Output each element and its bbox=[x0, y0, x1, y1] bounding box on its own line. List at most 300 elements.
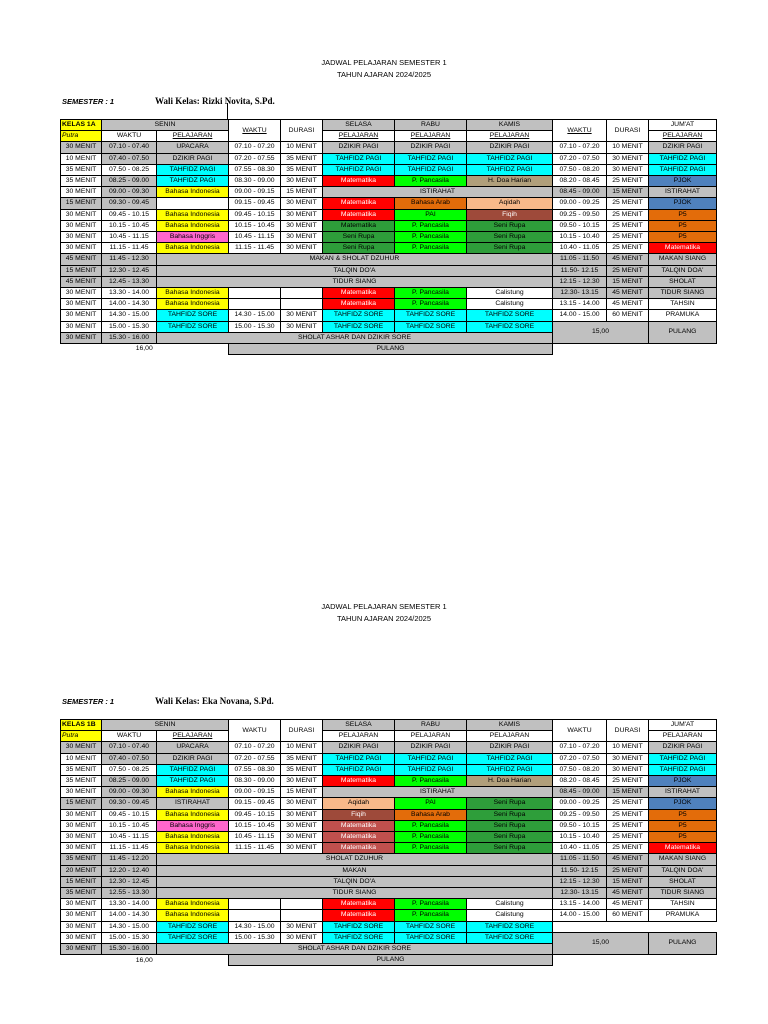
schedule-cell: 35 MENIT bbox=[61, 776, 102, 787]
schedule-cell: TAHFIDZ SORE bbox=[157, 932, 229, 943]
duration-header: DURASI bbox=[281, 120, 323, 142]
schedule-cell: Bahasa Indonesia bbox=[157, 787, 229, 798]
table-row bbox=[61, 921, 717, 932]
schedule-cell: TIDUR SIANG bbox=[649, 288, 717, 299]
table-row bbox=[61, 164, 717, 175]
schedule-cell: TAHFIDZ SORE bbox=[323, 310, 395, 321]
schedule-cell: 35 MENIT bbox=[61, 764, 102, 775]
schedule-cell: TAHFIDZ PAGI bbox=[467, 753, 553, 764]
schedule-cell: Seni Rupa bbox=[323, 243, 395, 254]
schedule-cell bbox=[229, 288, 281, 299]
schedule-cell: 10.15 - 10.45 bbox=[102, 220, 157, 231]
schedule-cell: 30 MENIT bbox=[61, 820, 102, 831]
schedule-cell: TAHFIDZ PAGI bbox=[395, 753, 467, 764]
schedule-cell: SHOLAT ASHAR DAN DZIKIR SORE bbox=[157, 944, 553, 955]
time-header: WAKTU bbox=[229, 720, 281, 742]
schedule-cell: TAHSIN bbox=[649, 299, 717, 310]
schedule-cell: Bahasa Indonesia bbox=[157, 187, 229, 198]
schedule-cell: 30 MENIT bbox=[61, 332, 102, 343]
schedule-cell: 35 MENIT bbox=[281, 753, 323, 764]
schedule-cell: 07.55 - 08.30 bbox=[229, 164, 281, 175]
schedule-cell bbox=[157, 198, 229, 209]
schedule-cell: 30 MENIT bbox=[607, 164, 649, 175]
schedule-cell: DZIKIR PAGI bbox=[157, 753, 229, 764]
schedule-cell: 15 MENIT bbox=[607, 276, 649, 287]
schedule-cell: 30 MENIT bbox=[281, 843, 323, 854]
table-row bbox=[61, 843, 717, 854]
schedule-cell: Seni Rupa bbox=[467, 809, 553, 820]
schedule-cell: 07.50 - 08.25 bbox=[102, 764, 157, 775]
schedule-cell: P5 bbox=[649, 232, 717, 243]
schedule-cell: 30 MENIT bbox=[281, 798, 323, 809]
schedule-cell: MAKAN bbox=[157, 865, 553, 876]
table-row bbox=[61, 932, 717, 943]
schedule-cell: 30 MENIT bbox=[281, 832, 323, 843]
schedule-cell: 09.50 - 10.15 bbox=[553, 220, 607, 231]
table-row bbox=[61, 254, 717, 265]
schedule-cell: Seni Rupa bbox=[467, 820, 553, 831]
schedule-cell: MAKAN & SHOLAT DZUHUR bbox=[157, 254, 553, 265]
schedule-cell: 14.30 - 15.00 bbox=[229, 921, 281, 932]
schedule-cell: Matematika bbox=[323, 288, 395, 299]
schedule-cell: 25 MENIT bbox=[607, 265, 649, 276]
schedule-cell: 25 MENIT bbox=[607, 209, 649, 220]
schedule-cell: P. Pancasila bbox=[395, 832, 467, 843]
schedule-cell: 30 MENIT bbox=[281, 220, 323, 231]
schedule-cell: 35 MENIT bbox=[61, 164, 102, 175]
schedule-cell: TAHFIDZ SORE bbox=[395, 321, 467, 332]
schedule-year-2: TAHUN AJARAN 2024/2025 bbox=[336, 614, 432, 623]
schedule-cell: 60 MENIT bbox=[607, 910, 649, 921]
schedule-cell: SHOLAT bbox=[649, 876, 717, 887]
schedule-cell: 25 MENIT bbox=[607, 176, 649, 187]
schedule-cell: Bahasa Arab bbox=[395, 809, 467, 820]
table-row bbox=[61, 865, 717, 876]
schedule-cell: UPACARA bbox=[157, 142, 229, 153]
table-row bbox=[61, 176, 717, 187]
schedule-cell: PAI bbox=[395, 209, 467, 220]
schedule-cell: Bahasa Indonesia bbox=[157, 843, 229, 854]
table-row bbox=[61, 820, 717, 831]
schedule-cell: 20 MENIT bbox=[61, 865, 102, 876]
schedule-cell: 08.30 - 09.00 bbox=[229, 776, 281, 787]
schedule-cell: 10 MENIT bbox=[281, 742, 323, 753]
schedule-cell: 15.00 - 15.30 bbox=[229, 932, 281, 943]
schedule-cell: ISTIRAHAT bbox=[323, 787, 553, 798]
schedule-cell: P. Pancasila bbox=[395, 176, 467, 187]
schedule-cell: 35 MENIT bbox=[61, 176, 102, 187]
schedule-cell bbox=[229, 899, 281, 910]
schedule-cell: 10.40 - 11.05 bbox=[553, 843, 607, 854]
schedule-cell: Seni Rupa bbox=[467, 843, 553, 854]
schedule-cell: 12.30- 13.15 bbox=[553, 888, 607, 899]
schedule-cell: TAHFIDZ PAGI bbox=[157, 764, 229, 775]
schedule-cell: 12.30 - 12.45 bbox=[102, 265, 157, 276]
schedule-cell: P5 bbox=[649, 220, 717, 231]
schedule-cell: DZIKIR PAGI bbox=[649, 142, 717, 153]
schedule-cell: SHOLAT ASHAR DAN DZIKIR SORE bbox=[157, 332, 553, 343]
schedule-cell: P. Pancasila bbox=[395, 232, 467, 243]
schedule-cell: 09.45 - 10.15 bbox=[102, 209, 157, 220]
schedule-cell: TAHFIDZ SORE bbox=[395, 310, 467, 321]
schedule-cell: 10 MENIT bbox=[61, 153, 102, 164]
schedule-cell: Seni Rupa bbox=[467, 220, 553, 231]
schedule-cell: PJOK bbox=[649, 176, 717, 187]
day-header-senin: SENIN bbox=[102, 120, 229, 131]
schedule-cell: UPACARA bbox=[157, 742, 229, 753]
schedule-cell: H. Doa Harian bbox=[467, 176, 553, 187]
schedule-cell: 10 MENIT bbox=[61, 753, 102, 764]
schedule-cell bbox=[281, 288, 323, 299]
table-row bbox=[61, 854, 717, 865]
schedule-cell: 30 MENIT bbox=[281, 209, 323, 220]
schedule-cell: PAI bbox=[395, 798, 467, 809]
schedule-title-1: JADWAL PELAJARAN SEMESTER 1 bbox=[321, 58, 447, 67]
schedule-cell: 45 MENIT bbox=[61, 276, 102, 287]
schedule-cell: 30 MENIT bbox=[61, 832, 102, 843]
schedule-cell: P. Pancasila bbox=[395, 220, 467, 231]
schedule-cell: 30 MENIT bbox=[281, 820, 323, 831]
schedule-cell: Fiqih bbox=[467, 209, 553, 220]
duration-header: DURASI bbox=[607, 120, 649, 142]
schedule-cell: TAHFIDZ PAGI bbox=[467, 164, 553, 175]
table-row bbox=[61, 232, 717, 243]
schedule-cell: P. Pancasila bbox=[395, 910, 467, 921]
schedule-cell: 25 MENIT bbox=[607, 198, 649, 209]
schedule-cell: TAHFIDZ PAGI bbox=[395, 153, 467, 164]
schedule-cell: 30 MENIT bbox=[61, 321, 102, 332]
schedule-cell: 14.00 - 14.30 bbox=[102, 910, 157, 921]
subject-header: PELAJARAN bbox=[649, 731, 717, 742]
schedule-cell bbox=[281, 910, 323, 921]
schedule-cell: 13.15 - 14.00 bbox=[553, 299, 607, 310]
day-header-jumat: JUM'AT bbox=[649, 120, 717, 131]
table-row bbox=[61, 265, 717, 276]
schedule-cell: 08.45 - 09.00 bbox=[553, 787, 607, 798]
schedule-cell: 30 MENIT bbox=[607, 753, 649, 764]
schedule-cell: TAHFIDZ PAGI bbox=[649, 753, 717, 764]
schedule-cell: P5 bbox=[649, 809, 717, 820]
friday-pulang: PULANG bbox=[649, 321, 717, 343]
schedule-cell: 30 MENIT bbox=[281, 310, 323, 321]
schedule-cell: 30 MENIT bbox=[281, 921, 323, 932]
schedule-cell: 30 MENIT bbox=[61, 220, 102, 231]
table-row bbox=[61, 243, 717, 254]
semester-label-1: SEMESTER : 1 bbox=[62, 97, 115, 106]
schedule-cell: TAHFIDZ PAGI bbox=[467, 764, 553, 775]
schedule-cell: 10.15 - 10.45 bbox=[102, 820, 157, 831]
schedule-table-2 bbox=[60, 719, 717, 966]
schedule-cell: 15 MENIT bbox=[607, 787, 649, 798]
schedule-cell: 15 MENIT bbox=[607, 187, 649, 198]
schedule-cell: 14.00 - 14.30 bbox=[102, 299, 157, 310]
schedule-cell: Bahasa Indonesia bbox=[157, 220, 229, 231]
semester-label-2: SEMESTER : 1 bbox=[62, 697, 115, 706]
schedule-cell: Matematika bbox=[323, 832, 395, 843]
schedule-cell: 30 MENIT bbox=[281, 321, 323, 332]
schedule-cell: Matematika bbox=[323, 220, 395, 231]
schedule-cell: Bahasa Inggris bbox=[157, 232, 229, 243]
schedule-cell: 25 MENIT bbox=[607, 820, 649, 831]
day-header-jumat: JUM'AT bbox=[649, 720, 717, 731]
footer-end-time: 16,00 bbox=[61, 955, 229, 966]
schedule-cell: SHOLAT bbox=[649, 276, 717, 287]
schedule-cell: 35 MENIT bbox=[61, 888, 102, 899]
subject-header: PELAJARAN bbox=[323, 131, 395, 142]
table-row bbox=[61, 888, 717, 899]
schedule-cell: ISTIRAHAT bbox=[323, 187, 553, 198]
subject-header: PELAJARAN bbox=[157, 731, 229, 742]
schedule-cell: Matematika bbox=[323, 820, 395, 831]
schedule-cell: 13.30 - 14.00 bbox=[102, 288, 157, 299]
schedule-cell: 07.10 - 07.40 bbox=[102, 742, 157, 753]
schedule-cell: 14.00 - 15.00 bbox=[553, 310, 607, 321]
schedule-cell: TALQIN DO'A bbox=[157, 876, 553, 887]
schedule-cell: 45 MENIT bbox=[607, 899, 649, 910]
schedule-cell: TAHSIN bbox=[649, 899, 717, 910]
schedule-cell: 35 MENIT bbox=[281, 164, 323, 175]
schedule-cell: Bahasa Arab bbox=[395, 198, 467, 209]
table-row bbox=[61, 209, 717, 220]
schedule-cell: Seni Rupa bbox=[467, 832, 553, 843]
day-header-senin: SENIN bbox=[102, 720, 229, 731]
schedule-cell: TAHFIDZ SORE bbox=[323, 321, 395, 332]
schedule-cell: Calistung bbox=[467, 899, 553, 910]
schedule-cell: 07.40 - 07.50 bbox=[102, 753, 157, 764]
schedule-cell: 09.00 - 09.30 bbox=[102, 187, 157, 198]
schedule-cell: 45 MENIT bbox=[607, 854, 649, 865]
schedule-cell: Matematika bbox=[323, 198, 395, 209]
putra-label: Putra bbox=[61, 731, 102, 742]
schedule-cell: 15 MENIT bbox=[281, 787, 323, 798]
table-row bbox=[61, 899, 717, 910]
friday-end-time: 15,00 bbox=[553, 932, 649, 954]
schedule-cell: 45 MENIT bbox=[61, 254, 102, 265]
schedule-cell: 09.45 - 10.15 bbox=[229, 809, 281, 820]
schedule-cell: PRAMUKA bbox=[649, 310, 717, 321]
schedule-cell: ISTIRAHAT bbox=[649, 787, 717, 798]
schedule-cell: Matematika bbox=[323, 899, 395, 910]
schedule-year-1: TAHUN AJARAN 2024/2025 bbox=[336, 70, 432, 79]
schedule-cell: 25 MENIT bbox=[607, 232, 649, 243]
table-row bbox=[61, 310, 717, 321]
time-header: WAKTU bbox=[229, 120, 281, 142]
schedule-cell: 30 MENIT bbox=[61, 787, 102, 798]
schedule-cell: 15.00 - 15.30 bbox=[102, 932, 157, 943]
schedule-cell: 12.15 - 12.30 bbox=[553, 876, 607, 887]
schedule-cell: TAHFIDZ PAGI bbox=[649, 164, 717, 175]
time-header: WAKTU bbox=[553, 120, 607, 142]
table-row bbox=[61, 832, 717, 843]
schedule-cell: DZIKIR PAGI bbox=[395, 142, 467, 153]
putra-label: Putra bbox=[61, 131, 102, 142]
schedule-cell: 30 MENIT bbox=[61, 209, 102, 220]
schedule-cell: 09.00 - 09.25 bbox=[553, 198, 607, 209]
schedule-cell: 09.30 - 09.45 bbox=[102, 798, 157, 809]
schedule-cell: Bahasa Indonesia bbox=[157, 832, 229, 843]
schedule-cell: 10.15 - 10.45 bbox=[229, 820, 281, 831]
schedule-cell: Aqidah bbox=[323, 798, 395, 809]
schedule-cell: 10.15 - 10.40 bbox=[553, 832, 607, 843]
subject-header: PELAJARAN bbox=[395, 131, 467, 142]
schedule-cell: 09.00 - 09.25 bbox=[553, 798, 607, 809]
schedule-cell: P5 bbox=[649, 832, 717, 843]
schedule-cell: Seni Rupa bbox=[467, 243, 553, 254]
schedule-cell: 15 MENIT bbox=[607, 876, 649, 887]
schedule-cell: 11.45 - 12.20 bbox=[102, 854, 157, 865]
schedule-cell: P. Pancasila bbox=[395, 299, 467, 310]
schedule-cell: 15.30 - 16.00 bbox=[102, 332, 157, 343]
schedule-cell: 09.15 - 09.45 bbox=[229, 198, 281, 209]
schedule-cell: 09.25 - 09.50 bbox=[553, 209, 607, 220]
schedule-cell: 11.15 - 11.45 bbox=[102, 843, 157, 854]
duration-header: DURASI bbox=[281, 720, 323, 742]
schedule-cell: 07.10 - 07.20 bbox=[553, 742, 607, 753]
day-header-rabu: RABU bbox=[395, 120, 467, 131]
day-header-selasa: SELASA bbox=[323, 720, 395, 731]
schedule-cell: 10.15 - 10.40 bbox=[553, 232, 607, 243]
schedule-cell: H. Doa Harian bbox=[467, 776, 553, 787]
schedule-cell: TAHFIDZ PAGI bbox=[323, 153, 395, 164]
schedule-cell: 12.15 - 12.30 bbox=[553, 276, 607, 287]
schedule-cell: 30 MENIT bbox=[607, 764, 649, 775]
schedule-cell: 30 MENIT bbox=[281, 176, 323, 187]
table-row bbox=[61, 288, 717, 299]
class-label: KELAS 1A bbox=[61, 120, 102, 131]
schedule-cell: 30 MENIT bbox=[281, 232, 323, 243]
duration-header: DURASI bbox=[607, 720, 649, 742]
schedule-cell: 15.30 - 16.00 bbox=[102, 944, 157, 955]
schedule-cell: 15.00 - 15.30 bbox=[102, 321, 157, 332]
schedule-cell: Matematika bbox=[323, 209, 395, 220]
schedule-cell: 30 MENIT bbox=[281, 243, 323, 254]
schedule-cell: TAHFIDZ PAGI bbox=[467, 153, 553, 164]
schedule-cell: 09.00 - 09.15 bbox=[229, 787, 281, 798]
schedule-cell: 07.10 - 07.20 bbox=[229, 742, 281, 753]
schedule-cell: 12.30- 13.15 bbox=[553, 288, 607, 299]
table-row bbox=[61, 753, 717, 764]
day-header-selasa: SELASA bbox=[323, 120, 395, 131]
schedule-cell: 08.20 - 08.45 bbox=[553, 776, 607, 787]
table-row bbox=[61, 809, 717, 820]
schedule-cell: P. Pancasila bbox=[395, 776, 467, 787]
schedule-title-2: JADWAL PELAJARAN SEMESTER 1 bbox=[321, 602, 447, 611]
schedule-cell: PRAMUKA bbox=[649, 910, 717, 921]
schedule-cell: 10.45 - 11.15 bbox=[102, 832, 157, 843]
schedule-cell: DZIKIR PAGI bbox=[649, 742, 717, 753]
schedule-cell: 30 MENIT bbox=[61, 809, 102, 820]
schedule-cell: TAHFIDZ PAGI bbox=[323, 753, 395, 764]
divider-line-1 bbox=[227, 103, 228, 119]
schedule-cell: TIDUR SIANG bbox=[157, 276, 553, 287]
table-row bbox=[61, 876, 717, 887]
schedule-cell: Aqidah bbox=[467, 198, 553, 209]
schedule-cell: 25 MENIT bbox=[607, 809, 649, 820]
table-row bbox=[61, 321, 717, 332]
schedule-cell: TAHFIDZ PAGI bbox=[395, 164, 467, 175]
schedule-cell: DZIKIR PAGI bbox=[395, 742, 467, 753]
schedule-cell: TAHFIDZ SORE bbox=[467, 932, 553, 943]
schedule-cell: 13.15 - 14.00 bbox=[553, 899, 607, 910]
schedule-cell: 30 MENIT bbox=[281, 198, 323, 209]
schedule-cell: TIDUR SIANG bbox=[649, 888, 717, 899]
schedule-cell: 09.25 - 09.50 bbox=[553, 809, 607, 820]
table-row bbox=[61, 153, 717, 164]
schedule-cell: 10.40 - 11.05 bbox=[553, 243, 607, 254]
schedule-cell: 15 MENIT bbox=[61, 876, 102, 887]
schedule-cell: 30 MENIT bbox=[61, 843, 102, 854]
schedule-cell: 09.15 - 09.45 bbox=[229, 798, 281, 809]
schedule-cell: 07.40 - 07.50 bbox=[102, 153, 157, 164]
schedule-cell: 30 MENIT bbox=[61, 944, 102, 955]
schedule-cell: 30 MENIT bbox=[281, 932, 323, 943]
schedule-cell: 07.20 - 07.55 bbox=[229, 753, 281, 764]
schedule-cell: 15 MENIT bbox=[61, 265, 102, 276]
schedule-cell: 10.45 - 11.15 bbox=[229, 232, 281, 243]
schedule-cell: TAHFIDZ PAGI bbox=[157, 176, 229, 187]
schedule-cell: 45 MENIT bbox=[607, 254, 649, 265]
homeroom-teacher-2: Wali Kelas: Eka Novana, S.Pd. bbox=[155, 696, 274, 706]
schedule-cell: Fiqih bbox=[323, 809, 395, 820]
schedule-cell: 08.45 - 09.00 bbox=[553, 187, 607, 198]
table-row bbox=[61, 742, 717, 753]
schedule-cell: 10 MENIT bbox=[607, 142, 649, 153]
homeroom-teacher-1: Wali Kelas: Rizki Novita, S.Pd. bbox=[155, 96, 275, 106]
schedule-cell: 45 MENIT bbox=[607, 888, 649, 899]
schedule-cell: TAHFIDZ SORE bbox=[323, 921, 395, 932]
schedule-cell: 14.00 - 15.00 bbox=[553, 910, 607, 921]
schedule-cell: 08.30 - 09.00 bbox=[229, 176, 281, 187]
schedule-cell bbox=[281, 299, 323, 310]
schedule-cell: 07.55 - 08.30 bbox=[229, 764, 281, 775]
schedule-cell: PJOK bbox=[649, 798, 717, 809]
schedule-cell: TAHFIDZ PAGI bbox=[649, 764, 717, 775]
schedule-cell: 30 MENIT bbox=[61, 932, 102, 943]
table-row bbox=[61, 787, 717, 798]
schedule-cell: 12.45 - 13.30 bbox=[102, 276, 157, 287]
schedule-cell: Bahasa Indonesia bbox=[157, 209, 229, 220]
schedule-cell: 07.10 - 07.20 bbox=[229, 142, 281, 153]
schedule-cell: 30 MENIT bbox=[607, 153, 649, 164]
schedule-cell: DZIKIR PAGI bbox=[467, 142, 553, 153]
schedule-cell: 30 MENIT bbox=[281, 776, 323, 787]
schedule-cell: P. Pancasila bbox=[395, 843, 467, 854]
schedule-cell: 30 MENIT bbox=[61, 742, 102, 753]
schedule-cell: 07.50 - 08.25 bbox=[102, 164, 157, 175]
schedule-cell: 30 MENIT bbox=[281, 809, 323, 820]
schedule-cell: DZIKIR PAGI bbox=[467, 742, 553, 753]
subject-header: PELAJARAN bbox=[323, 731, 395, 742]
schedule-cell: Seni Rupa bbox=[323, 232, 395, 243]
footer-pulang: PULANG bbox=[229, 344, 553, 355]
table-row bbox=[61, 220, 717, 231]
schedule-cell: 11.15 - 11.45 bbox=[102, 243, 157, 254]
schedule-cell: 25 MENIT bbox=[607, 798, 649, 809]
schedule-cell: TAHFIDZ PAGI bbox=[323, 164, 395, 175]
schedule-cell: 13.30 - 14.00 bbox=[102, 899, 157, 910]
schedule-cell: 30 MENIT bbox=[61, 232, 102, 243]
schedule-cell: Matematika bbox=[649, 243, 717, 254]
schedule-cell: 30 MENIT bbox=[61, 899, 102, 910]
schedule-cell: 35 MENIT bbox=[281, 153, 323, 164]
schedule-cell: 11.50- 12.15 bbox=[553, 265, 607, 276]
schedule-cell: 08.25 - 09.00 bbox=[102, 176, 157, 187]
schedule-cell: PJOK bbox=[649, 776, 717, 787]
schedule-cell: 11.05 - 11.50 bbox=[553, 254, 607, 265]
table-row bbox=[61, 187, 717, 198]
schedule-cell: 12.55 - 13.30 bbox=[102, 888, 157, 899]
schedule-cell: Seni Rupa bbox=[467, 232, 553, 243]
